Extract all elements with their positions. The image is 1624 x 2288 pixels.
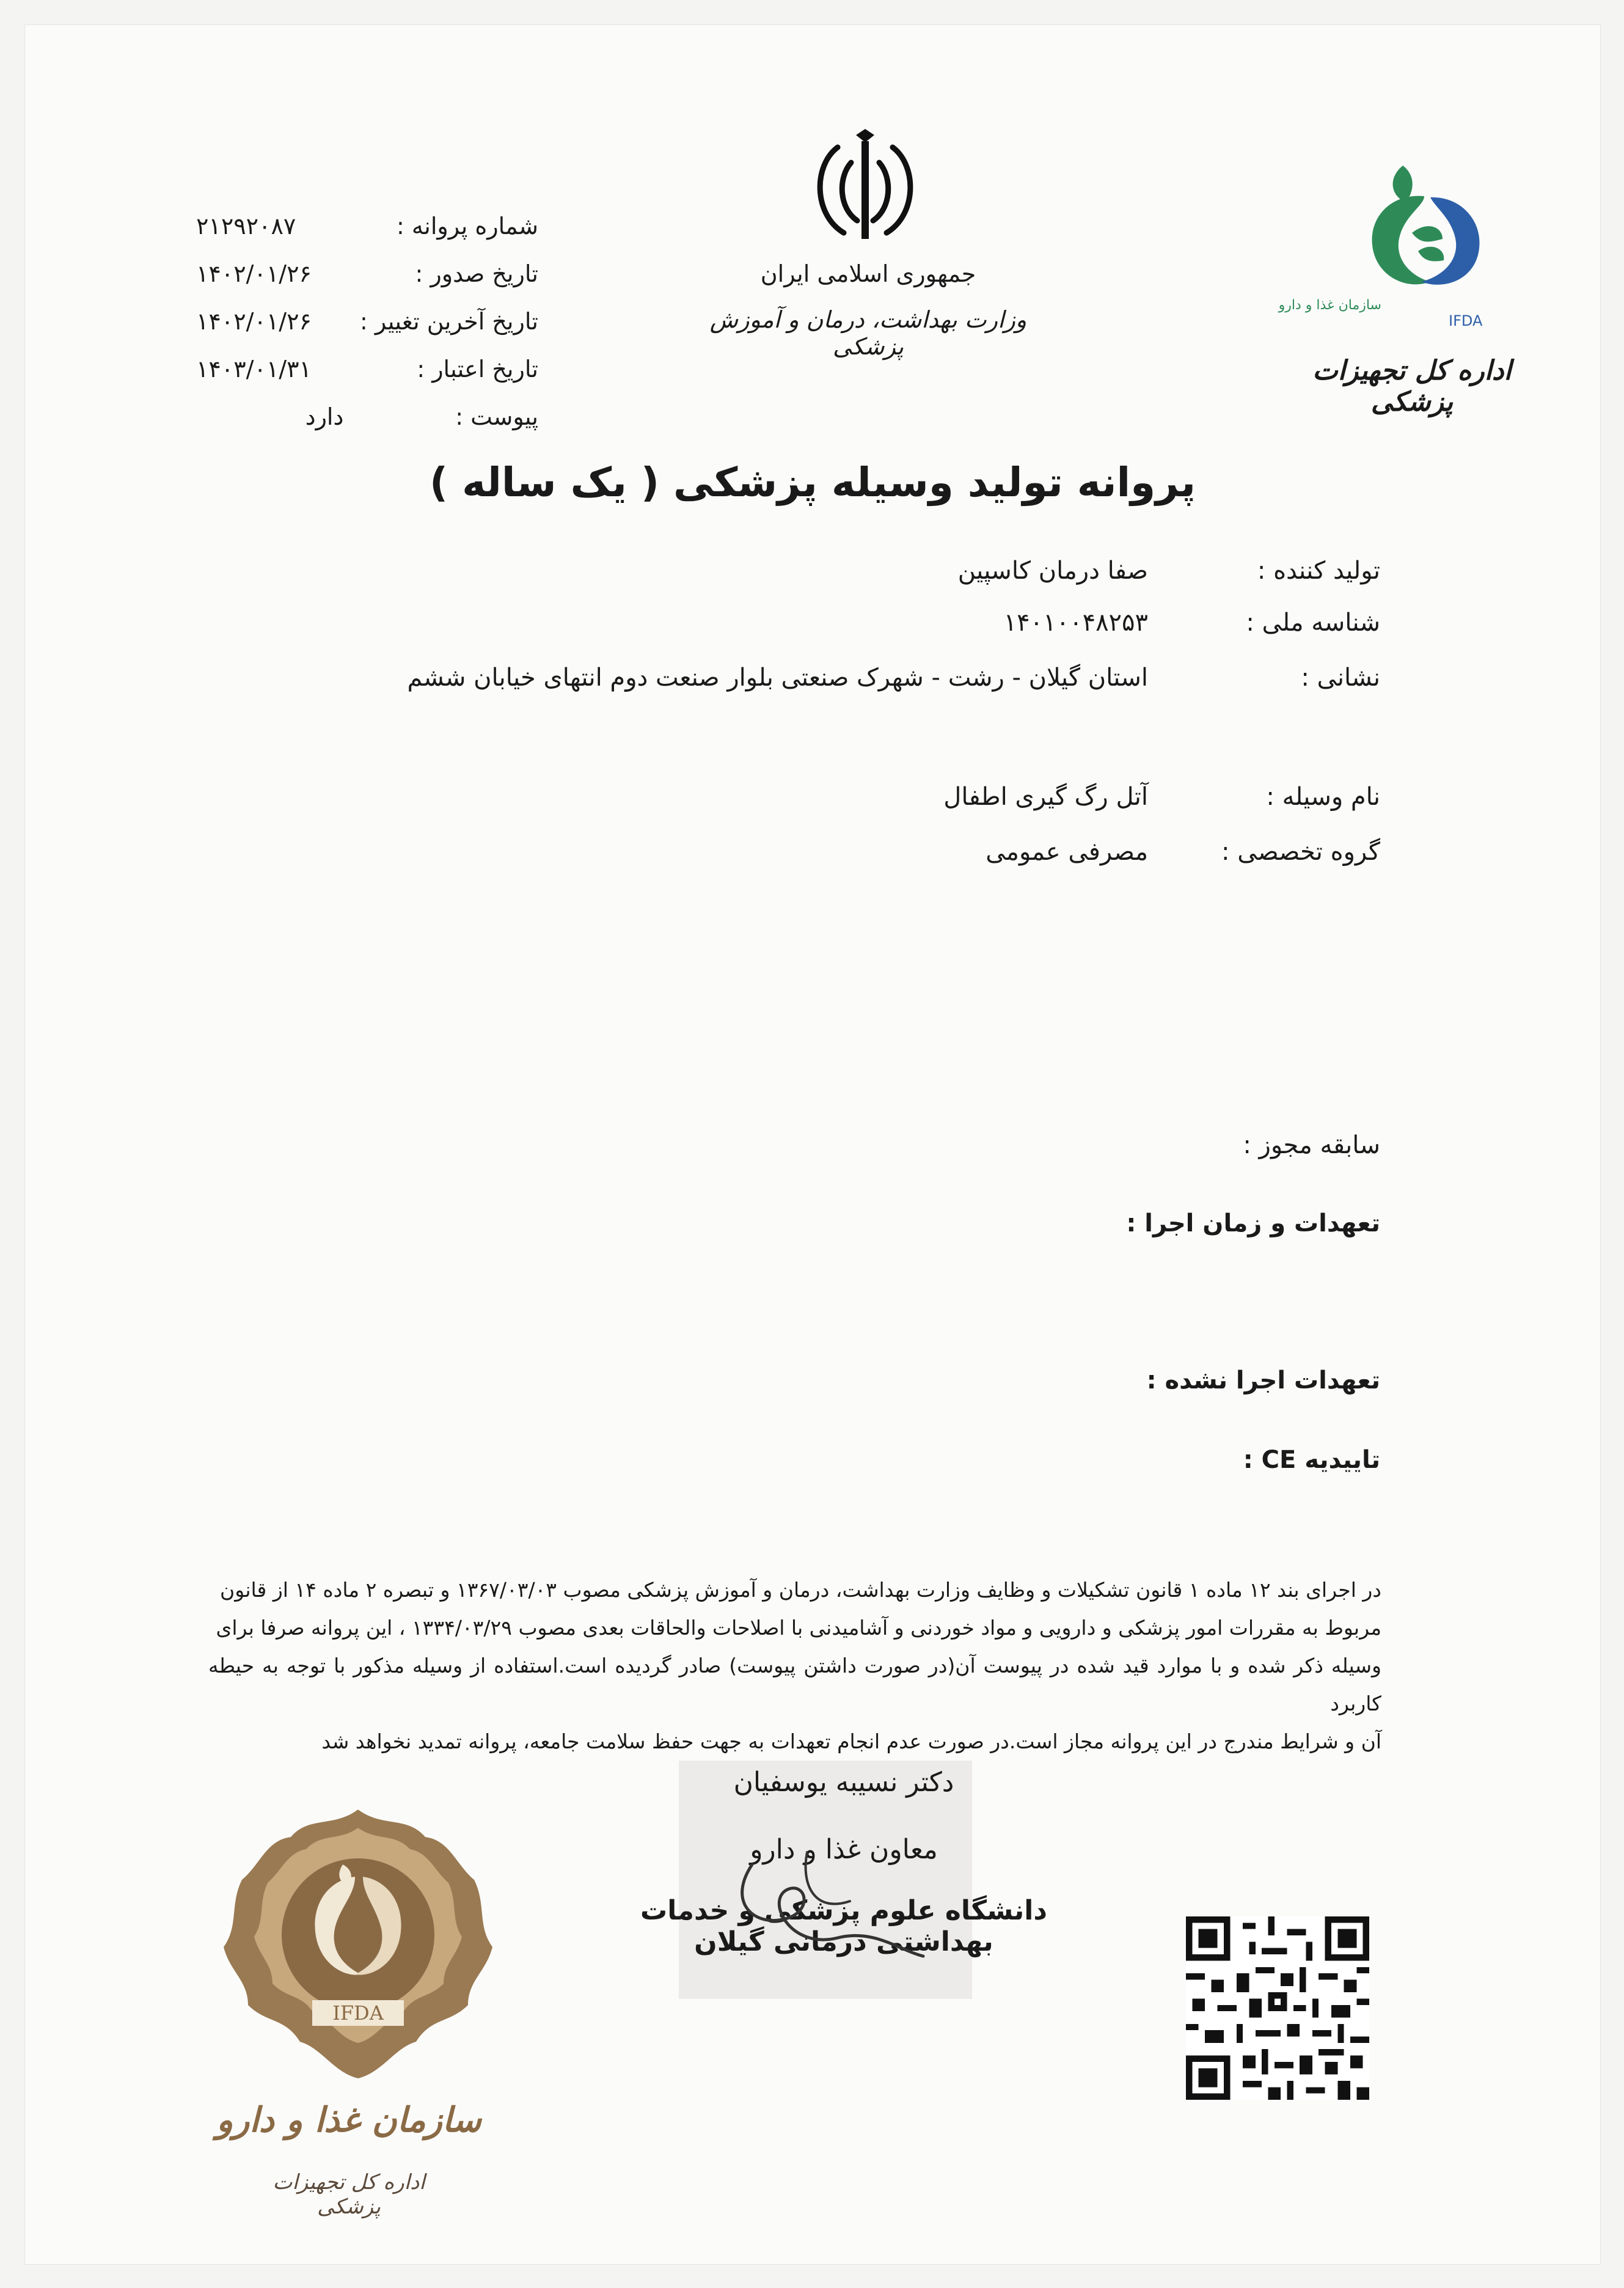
ifda-logo-icon	[1278, 160, 1504, 331]
ifda-org-text: سازمان غذا و دارو	[1278, 298, 1381, 313]
document-title: پروانه تولید وسیله پزشکی ( یک ساله )	[429, 459, 1196, 506]
signer-position: معاون غذا و دارو	[750, 1834, 938, 1865]
meta-last-change	[196, 298, 538, 345]
meta-attachment	[196, 393, 538, 441]
specialty-group-label: گروه تخصصی :	[1221, 838, 1380, 866]
ifda-department: اداره کل تجهیزات پزشکی	[1312, 355, 1512, 417]
license-meta	[196, 202, 538, 441]
attachment-label: پیوست :	[455, 403, 538, 430]
license-document	[24, 24, 1601, 2265]
meta-license-number	[196, 202, 538, 250]
handwritten-signature-icon	[715, 1828, 948, 1987]
legal-line-3: وسیله ذکر شده و با موارد قید شده در پیوست آن(در صورت داشتن پیوست) صادر گردیده است.استفاده از وسیله مذکور با توجه به حیطه کاربرد	[208, 1654, 1381, 1715]
seal-abbr-text: IFDA	[332, 2001, 384, 2025]
iran-emblem-icon	[801, 129, 929, 251]
address-value: استان گیلان - رشت - شهرک صنعتی بلوار صنعت دوم انتهای خیابان ششم	[407, 664, 1148, 692]
ce-approval-label: تاییدیه CE :	[1243, 1446, 1380, 1474]
ministry-name: وزارت بهداشت، درمان و آموزش پزشکی	[709, 306, 1027, 360]
signer-name: دکتر نسیبه یوسفیان	[733, 1767, 954, 1798]
last-change-date: ۱۴۰۲/۰۱/۲۶	[196, 308, 312, 335]
attachment-value: دارد	[305, 403, 344, 430]
device-name-value: آتل رگ گیری اطفال	[943, 783, 1148, 811]
meta-issue-date	[196, 250, 538, 298]
legal-paragraph	[208, 1571, 1381, 1761]
seal-department: اداره کل تجهیزات پزشکی	[272, 2170, 425, 2219]
device-name-label: نام وسیله :	[1266, 783, 1380, 811]
issue-date: ۱۴۰۲/۰۱/۲۶	[196, 260, 312, 287]
license-number: ۲۱۲۹۲۰۸۷	[196, 213, 296, 240]
meta-validity	[196, 345, 538, 393]
address-label: نشانی :	[1301, 664, 1380, 692]
seal-org-name: سازمان غذا و دارو	[216, 2100, 481, 2140]
legal-line-1: در اجرای بند ۱۲ ماده ۱ قانون تشکیلات و وظایف وزارت بهداشت، درمان و آموزش پزشکی مصوب ۱۳۶۷/۰۳/۰۳ و تبصره ۲ ماده ۱۴ از قانون	[220, 1578, 1381, 1602]
signer-university: دانشگاه علوم پزشکی و خدمات بهداشتی درمانی گیلان	[640, 1895, 1047, 1957]
commitments-label: تعهدات و زمان اجرا :	[1126, 1209, 1380, 1238]
qr-code-icon[interactable]	[1186, 1916, 1369, 2100]
legal-line-2: مربوط به مقررات امور پزشکی و دارویی و مواد خوردنی و آشامیدنی با اصلاحات والحاقات بعدی مصوب ۱۳۳۴/۰۳/۲۹ ، این پروانه صرفا برای	[216, 1616, 1381, 1640]
manufacturer-label: تولید کننده :	[1257, 557, 1380, 585]
license-number-label: شماره پروانه :	[396, 213, 538, 240]
ifda-seal-icon	[199, 1803, 517, 2091]
validity-label: تاریخ اعتبار :	[417, 356, 538, 383]
unmet-commitments-label: تعهدات اجرا نشده :	[1146, 1366, 1380, 1395]
last-change-label: تاریخ آخرین تغییر :	[360, 308, 538, 335]
specialty-group-value: مصرفی عمومی	[986, 838, 1148, 866]
legal-line-4: آن و شرایط مندرج در این پروانه مجاز است.در صورت عدم انجام تعهدات به جهت حفظ سلامت جامعه، پروانه تمدید نخواهد شد	[321, 1729, 1381, 1753]
manufacturer-value: صفا درمان کاسپین	[957, 557, 1148, 585]
license-history-label: سابقه مجوز :	[1243, 1131, 1380, 1159]
ifda-abbr-text: IFDA	[1449, 312, 1483, 329]
issue-date-label: تاریخ صدور :	[415, 260, 538, 287]
national-id-label: شناسه ملی :	[1246, 609, 1380, 637]
validity-date: ۱۴۰۳/۰۱/۳۱	[196, 356, 312, 383]
republic-name: جمهوری اسلامی ایران	[760, 260, 976, 287]
national-id-value: ۱۴۰۱۰۰۴۸۲۵۳	[1003, 609, 1148, 637]
